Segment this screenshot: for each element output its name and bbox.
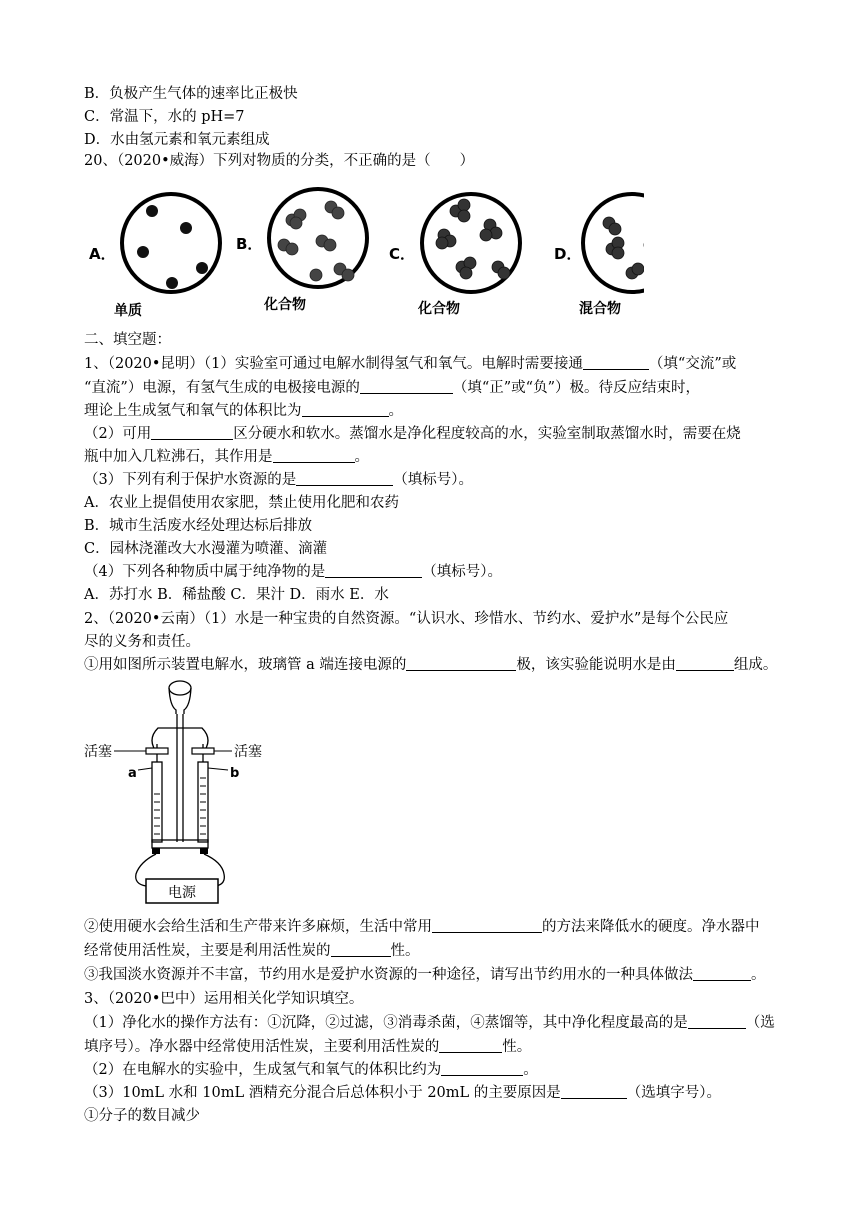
q1-line-7: （4）下列各种物质中属于纯净物的是 （填标号）。	[84, 564, 502, 580]
tube-a-label: a	[128, 766, 137, 781]
panel-a-letter: A．	[89, 245, 116, 263]
q1-line-5: 瓶中加入几粒沸石，其作用是 。	[84, 449, 369, 465]
blank-purification-best[interactable]	[688, 1013, 746, 1029]
q2-line-2: 尽的义务和责任。	[84, 634, 200, 650]
blank-h2-o2-ratio[interactable]	[441, 1060, 523, 1076]
q2-line-3: ①用如图所示装置电解水，玻璃管 a 端连接电源的 极，该实验能说明水是由 组成。	[84, 657, 778, 673]
q2-line-5: 经常使用活性炭，主要是利用活性炭的 性。	[84, 943, 420, 959]
blank-tube-a-pole[interactable]	[406, 655, 516, 671]
blank-water-composition[interactable]	[676, 655, 734, 671]
q1-line-4: （2）可用 区分硬水和软水。蒸馏水是净化程度较高的水，实验室制取蒸馏水时，需要在烧	[84, 426, 741, 442]
question-20-stem: 20、（2020•威海）下列对物质的分类，不正确的是（ ）	[84, 153, 475, 169]
q3-line-4: （2）在电解水的实验中，生成氢气和氧气的体积比约为 。	[84, 1062, 538, 1078]
blank-electrode[interactable]	[360, 378, 453, 394]
panel-d-letter: D．	[554, 245, 582, 263]
molecule-classification-figure	[84, 183, 644, 318]
q1-option-a: A．农业上提倡使用农家肥，禁止使用化肥和农药	[84, 495, 399, 511]
q1-options-4: A．苏打水 B．稀盐酸 C．果汁 D．雨水 E．水	[84, 587, 389, 603]
blank-activated-carbon[interactable]	[331, 941, 391, 957]
q1-line-1: 1、（2020•昆明）（1）实验室可通过电解水制得氢气和氧气。电解时需要接通 （填“交流”或	[84, 356, 737, 372]
panel-a	[89, 194, 220, 318]
panel-c-caption: 化合物	[418, 301, 460, 317]
blank-boiling-stone[interactable]	[273, 447, 355, 463]
section-heading-fill-in: 二、填空题：	[84, 332, 171, 348]
q1-option-b: B．城市生活废水经处理达标后排放	[84, 518, 313, 534]
panel-a-caption: 单质	[114, 303, 142, 318]
panel-b-caption: 化合物	[264, 297, 306, 313]
panel-b-letter: B．	[236, 235, 263, 253]
blank-volume-ratio[interactable]	[302, 401, 389, 417]
tube-b-label: b	[230, 766, 240, 781]
q3-line-5: （3）10mL 水和 10mL 酒精充分混合后总体积小于 20mL 的主要原因是 （选填字号）。	[84, 1085, 722, 1101]
left-stopcock-label: 活塞	[84, 744, 112, 760]
blank-hard-soft-water[interactable]	[151, 424, 233, 440]
panel-c-letter: C．	[389, 245, 416, 263]
blank-current-type[interactable]	[583, 354, 649, 370]
panel-c	[389, 194, 520, 317]
option-b-line: B．负极产生气体的速率比正极快	[84, 86, 298, 102]
q3-line-2: （1）净化水的操作方法有：①沉降，②过滤，③消毒杀菌，④蒸馏等，其中净化程度最高的是 （选	[84, 1015, 775, 1031]
blank-save-water[interactable]	[693, 965, 751, 981]
panel-b	[236, 189, 367, 313]
blank-pure-substance[interactable]	[325, 562, 422, 578]
q3-option-1: ①分子的数目减少	[84, 1108, 200, 1124]
q2-line-1: 2、（2020•云南）（1）水是一种宝贵的自然资源。“认识水、珍惜水、节约水、爱护水”是每个公民应	[84, 611, 729, 627]
q1-line-6: （3）下列有利于保护水资源的是 （填标号）。	[84, 472, 473, 488]
power-label: 电源	[168, 885, 196, 901]
panel-d-caption: 混合物	[579, 301, 621, 317]
electrolysis-apparatus-figure	[84, 674, 284, 904]
q2-line-6: ③我国淡水资源并不丰富，节约用水是爱护水资源的一种途径，请写出节约用水的一种具体做法 。	[84, 967, 766, 983]
q3-line-3: 填序号）。净水器中经常使用活性炭，主要利用活性炭的 性。	[84, 1039, 532, 1055]
right-stopcock-label: 活塞	[234, 744, 262, 760]
q1-line-2: “直流”）电源，有氢气生成的电极接电源的 （填“正”或“负”）极。待反应结束时，	[84, 380, 700, 396]
blank-carbon-property[interactable]	[439, 1037, 502, 1053]
option-d-line: D．水由氢元素和氧元素组成	[84, 132, 270, 148]
q1-line-3: 理论上生成氢气和氧气的体积比为 。	[84, 403, 403, 419]
blank-volume-reason[interactable]	[561, 1083, 627, 1099]
q1-option-c: C．园林浇灌改大水漫灌为喷灌、滴灌	[84, 541, 328, 557]
panel-d	[554, 194, 644, 317]
option-c-line: C．常温下，水的 pH=7	[84, 109, 245, 125]
q3-line-1: 3、（2020•巴中）运用相关化学知识填空。	[84, 991, 364, 1007]
q2-line-4: ②使用硬水会给生活和生产带来许多麻烦，生活中常用 的方法来降低水的硬度。净水器中	[84, 919, 760, 935]
blank-protect-water[interactable]	[296, 470, 393, 486]
blank-soften-method[interactable]	[432, 917, 542, 933]
